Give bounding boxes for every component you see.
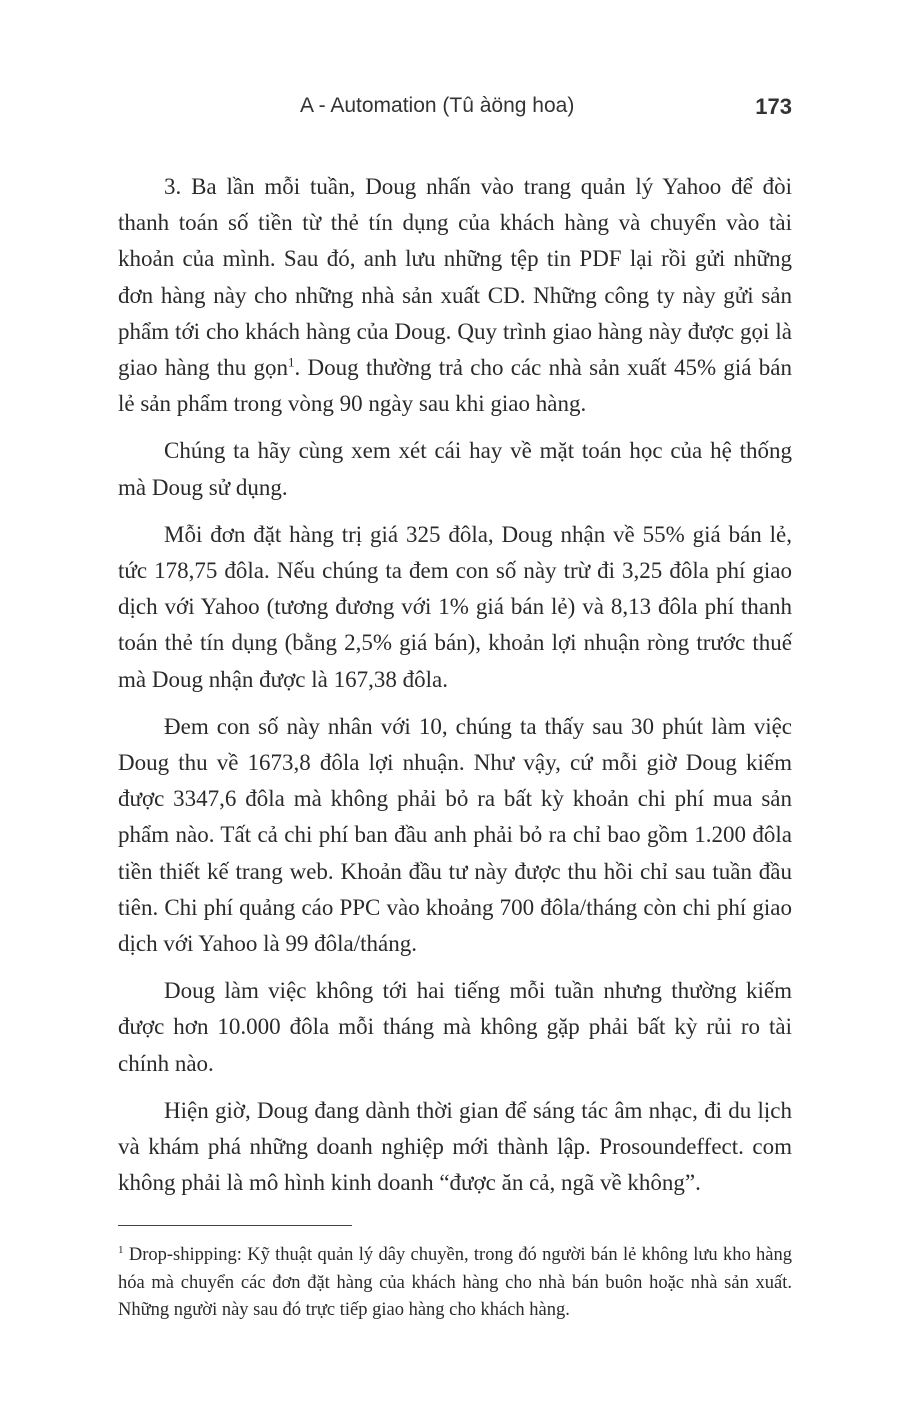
paragraph-1-continuation: . Doug thường trả cho các nhà sản xuất 45% giá bán lẻ sản phẩm trong vòng 90 ngày sau khi giao hàng. [118, 355, 792, 417]
paragraph-2: Chúng ta hãy cùng xem xét cái hay về mặt toán học của hệ thống mà Doug sử dụng. [118, 438, 792, 500]
page-number: 173 [755, 94, 792, 119]
running-header: A - Automation (Tû àöng hoa) [300, 94, 575, 117]
body-text [118, 169, 792, 1212]
footnote-divider [118, 1225, 352, 1226]
footnote-reference: 1 [288, 354, 295, 370]
footnote [118, 1242, 792, 1325]
footnote-text: Drop-shipping: Kỹ thuật quản lý dây chuyền, trong đó người bán lẻ không lưu kho hàng hóa mà chuyển các đơn đặt hàng của khách hàng cho nhà bán buôn hoặc nhà sản xuất. Những người này sau đó trực tiếp giao hàng cho khách hàng. [118, 1245, 792, 1320]
footnote-marker: 1 [118, 1243, 124, 1256]
paragraph-5: Doug làm việc không tới hai tiếng mỗi tuần nhưng thường kiếm được hơn 10.000 đôla mỗi tháng mà không gặp phải bất kỳ rủi ro tài chính nào. [118, 978, 792, 1076]
paragraph-1-text: 3. Ba lần mỗi tuần, Doug nhấn vào trang quản lý Yahoo để đòi thanh toán số tiền từ thẻ tín dụng của khách hàng và chuyển vào tài khoản của mình. Sau đó, anh lưu những tệp tin PDF lại rồi gửi những đơn hàng này cho những nhà sản xuất CD. Những công ty này gửi sản phẩm tới cho khách hàng của Doug. Quy trình giao hàng này được gọi là giao hàng thu gọn [118, 174, 792, 381]
paragraph-3: Mỗi đơn đặt hàng trị giá 325 đôla, Doug nhận về 55% giá bán lẻ, tức 178,75 đôla. Nếu chúng ta đem con số này trừ đi 3,25 đôla phí giao dịch với Yahoo (tương đương với 1% giá bán lẻ) và 8,13 đôla phí thanh toán thẻ tín dụng (bằng 2,5% giá bán), khoản lợi nhuận ròng trước thuế mà Doug nhận được là 167,38 đôla. [118, 521, 792, 692]
paragraph-1 [118, 169, 792, 422]
paragraph-4: Đem con số này nhân với 10, chúng ta thấy sau 30 phút làm việc Doug thu về 1673,8 đôla lợi nhuận. Như vậy, cứ mỗi giờ Doug kiếm được 3347,6 đôla mà không phải bỏ ra bất kỳ khoản chi phí mua sản phẩm nào. Tất cả chi phí ban đầu anh phải bỏ ra chỉ bao gồm 1.200 đôla tiền thiết kế trang web. Khoản đầu tư này được thu hồi chỉ sau tuần đầu tiên. Chi phí quảng cáo PPC vào khoảng 700 đôla/tháng còn chi phí giao dịch với Yahoo là 99 đôla/tháng. [118, 713, 792, 957]
paragraph-6: Hiện giờ, Doug đang dành thời gian để sáng tác âm nhạc, đi du lịch và khám phá những doanh nghiệp mới thành lập. Prosoundeffect. com không phải là mô hình kinh doanh “được ăn cả, ngã về không”. [118, 1097, 792, 1196]
